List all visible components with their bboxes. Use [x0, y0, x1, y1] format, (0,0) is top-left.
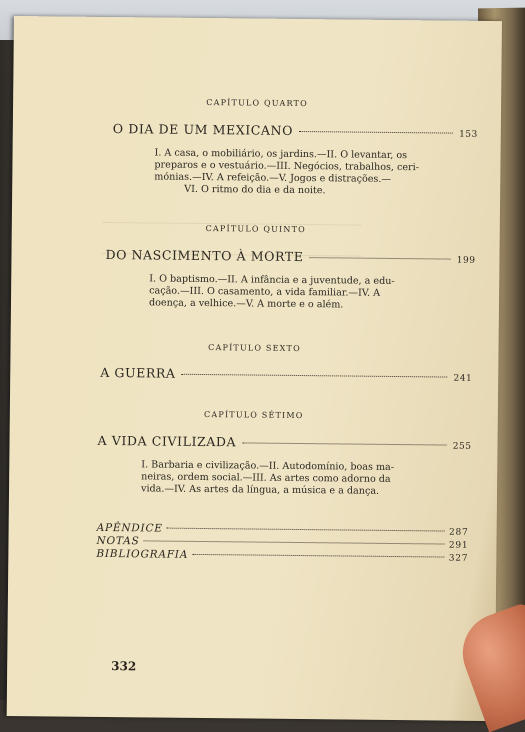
summary-line: I. Barbaria e civilização.—II. Autodomínio, boas ma- [141, 459, 395, 474]
summary-line: neiras, ordem social.—III. As artes como adorno da [141, 471, 391, 485]
summary-line: VI. O ritmo do dia e da noite. [184, 183, 326, 197]
chapter-summary [149, 273, 431, 312]
appendix-label: NOTAS [96, 534, 140, 548]
page-ref: 327 [448, 553, 469, 564]
book-page [7, 16, 502, 721]
summary-line: cação.—III. O casamento, a vida familiar.—IV. A [149, 285, 381, 299]
chapter-title: DO NASCIMENTO À MORTE [105, 246, 304, 265]
chapter-summary [154, 147, 434, 198]
dot-leader [242, 442, 447, 445]
summary-line: mónias.—IV. A refeição.—V. Jogos e distrações.— [154, 171, 392, 185]
summary-line: doença, a velhice.—V. A morte e o além. [148, 297, 344, 311]
chapter-heading: CAPÍTULO QUARTO [206, 98, 308, 109]
page-ref: 287 [448, 527, 469, 538]
chapter-heading: CAPÍTULO QUINTO [205, 224, 306, 235]
toc-entry[interactable] [105, 247, 475, 266]
chapter-title: O DIA DE UM MEXICANO [112, 121, 294, 138]
page-ref: 241 [453, 373, 473, 384]
chapter-summary [141, 459, 429, 498]
summary-line: vida.—IV. As artes da língua, a música e a dança. [140, 483, 380, 497]
chapter-title: A VIDA CIVILIZADA [97, 432, 237, 450]
appendix-label: BIBLIOGRAFIA [96, 547, 189, 561]
dot-leader [167, 528, 445, 532]
dot-leader [182, 374, 448, 378]
summary-line: I. A casa, o mobiliário, os jardins.—II. O levantar, os [154, 147, 408, 162]
appendix-label: APÊNDICE [96, 521, 163, 535]
chapter-title: A GUERRA [100, 364, 176, 381]
toc-entry-bibliography[interactable] [96, 548, 468, 564]
page-number: 332 [111, 659, 137, 674]
summary-line: I. O baptismo.—II. A infância e a juventude, a edu- [149, 273, 395, 288]
dot-leader [299, 131, 453, 134]
page-ref: 291 [448, 540, 469, 551]
chapter-heading: CAPÍTULO SEXTO [208, 343, 301, 354]
dot-leader [309, 257, 450, 259]
dot-leader [192, 554, 445, 558]
page-ref: 199 [456, 255, 476, 266]
toc-entry[interactable] [113, 121, 478, 140]
toc-entry[interactable] [100, 365, 472, 384]
page-ref: 255 [452, 441, 472, 452]
toc-entry[interactable] [97, 433, 471, 452]
dot-leader [144, 540, 445, 544]
page-ref: 153 [459, 129, 478, 140]
summary-line: preparos e o vestuário.—III. Negócios, trabalhos, ceri- [154, 159, 420, 174]
chapter-heading: CAPÍTULO SÉTIMO [204, 410, 304, 421]
